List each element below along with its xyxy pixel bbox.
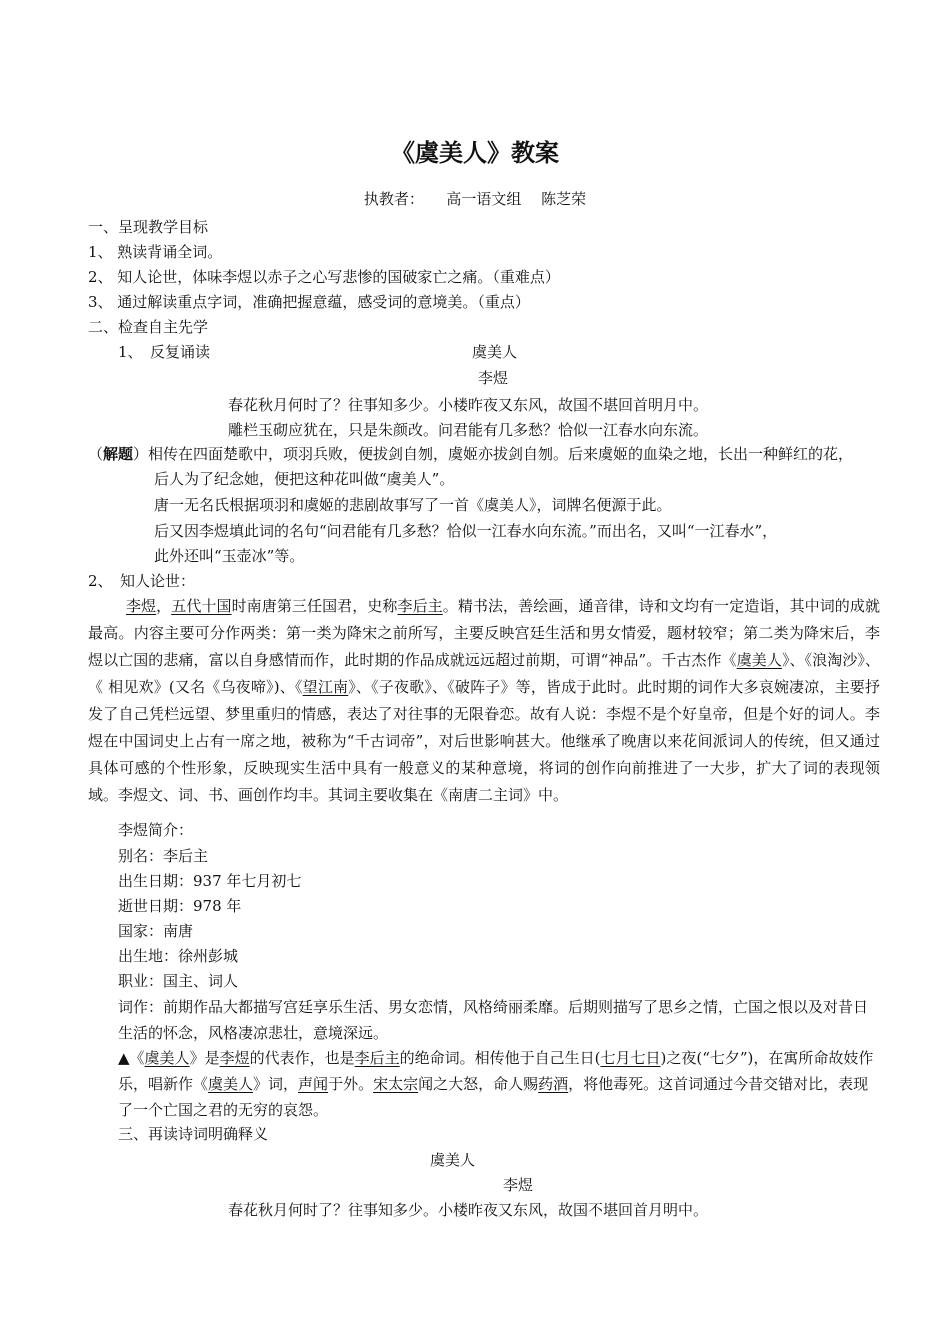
link-note-songtaizong[interactable]: 宋太宗	[373, 1075, 419, 1093]
note-paragraph	[118, 1045, 880, 1123]
link-note-lihouzhu[interactable]: 李后主	[354, 1049, 400, 1067]
jieti-text-1: 相传在四面楚歌中，项羽兵败，便拔剑自刎，虞姬亦拔剑自刎。后来虞姬的血染之地，长出一种鲜红的花，	[148, 445, 854, 463]
poem-line-1: 春花秋月何时了？往事知多少。小楼昨夜又东风，故国不堪回首明月中。	[228, 396, 709, 414]
link-note-yaojiu[interactable]: 药酒	[538, 1075, 569, 1093]
link-li-houzhu[interactable]: 李后主	[397, 597, 443, 615]
bio-text-2: 。精书法，善绘画，通音律，诗和文均有一定造诣，其中词的成就最高。内容主要可分作两类：第一类为降宋之前所写，主要反映宫廷生活和男女情爱，题材较窄；第二类为降宋后，李煜以亡国的悲痛，富以自身感情而作，此时期的作品成就远远超过前期，可谓“神品”。千古杰作《	[88, 597, 880, 669]
section1-heading: 一、呈现教学目标	[88, 218, 209, 236]
bio-sep: ，	[156, 597, 172, 615]
jieti-text-5: 此外还叫“玉壶冰”等。	[154, 547, 305, 565]
poem2-line-1: 春花秋月何时了？往事知多少。小楼昨夜又东风，故国不堪回首月明中。	[228, 1201, 709, 1219]
link-wangjiangnan[interactable]: 望江南	[302, 678, 349, 696]
link-note-shengwen[interactable]: 声闻	[298, 1075, 329, 1093]
note-text-8: ，将他毒死。这首词通过今昔交错对比，表现了一个亡国之君的无穷的哀怨。	[118, 1075, 869, 1119]
sub2-label: 2、 知人论世：	[88, 572, 196, 590]
link-yumeiren[interactable]: 虞美人	[736, 651, 782, 669]
bio-paragraph	[88, 593, 880, 809]
jieti-open: （	[88, 445, 104, 463]
link-li-yu[interactable]: 李煜	[126, 597, 157, 615]
jieti-text-2: 后人为了纪念她，便把这种花叫做“虞美人”。	[154, 470, 455, 488]
goal-item-1: 1、 熟读背诵全词。	[88, 243, 223, 261]
link-note-qiyueqiri[interactable]: 七月七日	[600, 1049, 661, 1067]
note-text-3: 的绝命词。相传他于自己生日(	[399, 1049, 601, 1067]
poem-line-2: 雕栏玉砌应犹在，只是朱颜改。问君能有几多愁？恰似一江春水向东流。	[228, 421, 709, 439]
link-note-yumeiren-2[interactable]: 虞美人	[208, 1075, 254, 1093]
link-wudai[interactable]: 五代十国	[171, 597, 232, 615]
profile-works: 词作：前期作品大都描写宫廷享乐生活、男女恋情，风格绮丽柔靡。后期则描写了思乡之情，亡国之恨以及对昔日生活的怀念，风格凄凉悲壮，意境深远。	[118, 998, 869, 1042]
note-text-6: 于外。	[328, 1075, 374, 1093]
goal-item-3: 3、 通过解读重点字词，准确把握意蕴，感受词的意境美。（重点）	[88, 293, 530, 311]
poem2-title: 虞美人	[430, 1151, 476, 1169]
sub1-label: 1、 反复诵读	[118, 343, 211, 361]
bio-text-4: 》、《子夜歌》、《破阵子》等，皆成于此时。此时期的词作大多哀婉凄凉，主要抒发了自己凭栏远望、梦里重归的情感，表达了对往事的无限眷恋。故有人说：李煜不是个好皇帝，但是个好的词人。李煜在中国词史上占有一席之地，被称为“千古词帝”，对后世影响甚大。他继承了晚唐以来花间派词人的传统，但又通过具体可感的个性形象，反映现实生活中具有一般意义的某种意境，将词的创作向前推进了一大步，扩大了词的表现领域。李煜文、词、书、画创作均丰。其词主要收集在《南唐二主词》中。	[88, 678, 880, 804]
note-text-5: 》词，	[253, 1075, 299, 1093]
profile-death: 逝世日期：978 年	[118, 897, 242, 915]
note-text-1: 》是	[189, 1049, 220, 1067]
note-text-4: )之夜(“七夕”)，在寓所命故妓作乐，唱新作《	[118, 1049, 874, 1093]
profile-occupation: 职业：国主、词人	[118, 972, 239, 990]
link-note-yumeiren[interactable]: 虞美人	[144, 1049, 190, 1067]
note-triangle: ▲《	[118, 1049, 145, 1067]
profile-birth: 出生日期：937 年七月初七	[118, 872, 302, 890]
profile-alias: 别名：李后主	[118, 847, 209, 865]
profile-birthplace: 出生地：徐州彭城	[118, 947, 239, 965]
teacher-line: 执教者： 高一语文组 陈芝荣	[363, 190, 587, 208]
jieti-label: 解题	[103, 445, 134, 463]
section2-heading: 二、检查自主先学	[88, 318, 209, 336]
poem-author: 李煜	[478, 369, 509, 387]
bio-text-3: 》、《浪淘沙》、《 相见欢》(又名《乌夜啼》)、《	[88, 651, 880, 696]
jieti-text-3: 唐一无名氏根据项羽和虞姬的悲剧故事写了一首《虞美人》，词牌名便源于此。	[154, 496, 672, 514]
bio-text-1: 时南唐第三任国君，史称	[231, 597, 398, 615]
section3-heading: 三、再读诗词明确释义	[118, 1125, 269, 1143]
jieti-text-4: 后又因李煜填此词的名句“问君能有几多愁？恰似一江春水向东流。”而出名，又叫“一江春水”，	[154, 522, 778, 540]
note-text-2: 的代表作，也是	[249, 1049, 355, 1067]
profile-country: 国家：南唐	[118, 922, 194, 940]
profile-heading: 李煜简介：	[118, 821, 194, 839]
note-text-7: 闻之大怒，命人赐	[418, 1075, 539, 1093]
poem2-author: 李煜	[503, 1176, 534, 1194]
poem-title: 虞美人	[472, 343, 518, 361]
jieti-close: ）	[133, 445, 149, 463]
jieti-line-1	[88, 442, 853, 466]
page-title: 《虞美人》教案	[391, 139, 559, 167]
goal-item-2: 2、 知人论世，体味李煜以赤子之心写悲惨的国破家亡之痛。（重难点）	[88, 268, 560, 286]
link-note-liyu[interactable]: 李煜	[219, 1049, 250, 1067]
